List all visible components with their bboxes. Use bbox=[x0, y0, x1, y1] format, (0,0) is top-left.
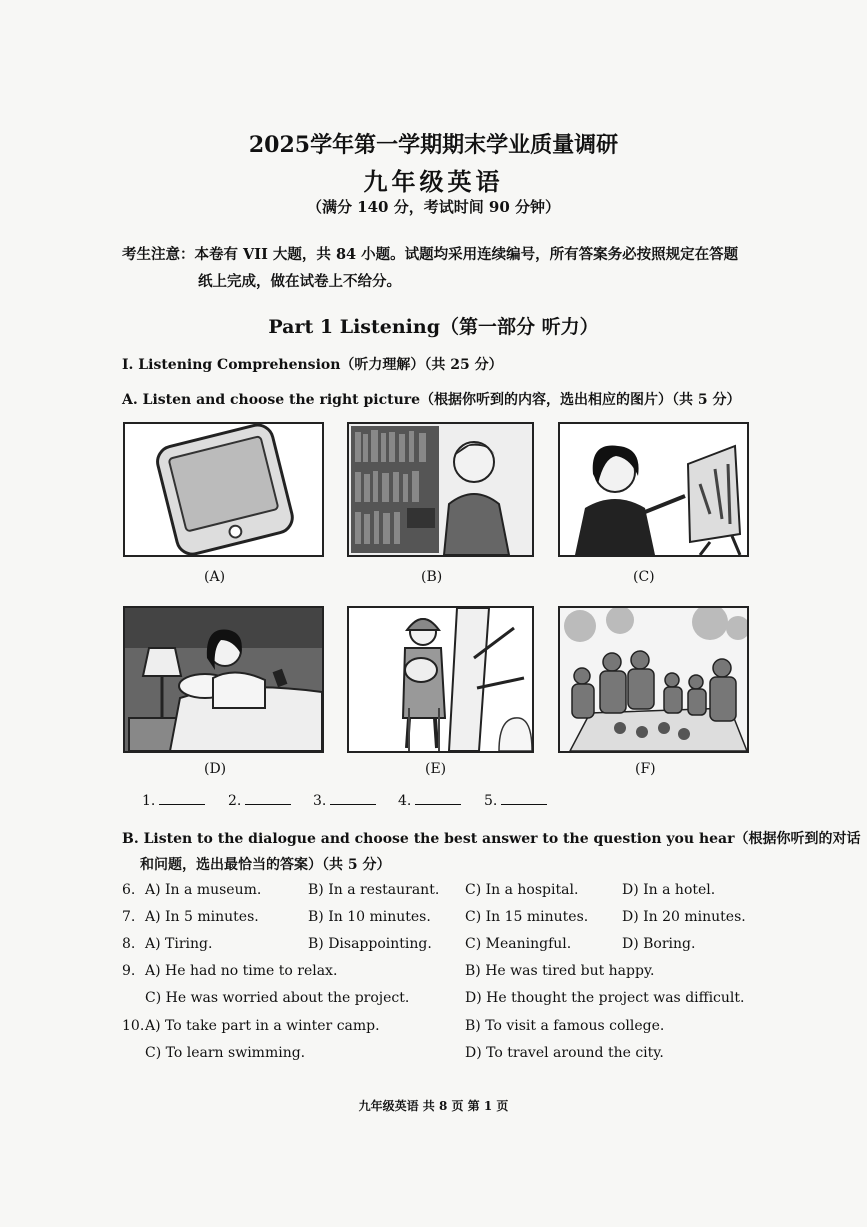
question-7-option-a[interactable]: A) In 5 minutes. bbox=[145, 909, 259, 925]
question-10-option-d[interactable]: D) To travel around the city. bbox=[465, 1045, 664, 1061]
question-9-option-c[interactable]: C) He was worried about the project. bbox=[145, 990, 410, 1006]
notice-line-2: 纸上完成，做在试卷上不给分。 bbox=[198, 273, 401, 290]
picture-a-label: (A) bbox=[204, 569, 226, 585]
question-6-option-b[interactable]: B) In a restaurant. bbox=[308, 882, 440, 898]
blank-number: 1. bbox=[142, 793, 156, 809]
question-9-option-d[interactable]: D) He thought the project was difficult. bbox=[465, 990, 745, 1006]
question-7-option-b[interactable]: B) In 10 minutes. bbox=[308, 909, 431, 925]
question-8-option-b[interactable]: B) Disappointing. bbox=[308, 936, 432, 952]
picture-d-label: (D) bbox=[204, 761, 227, 777]
answer-blank-5[interactable] bbox=[484, 792, 547, 809]
question-8-number: 8. bbox=[122, 936, 136, 952]
answer-blank-3[interactable] bbox=[313, 792, 376, 809]
picture-c bbox=[558, 422, 749, 557]
question-8-option-d[interactable]: D) Boring. bbox=[622, 936, 696, 952]
picture-e-label: (E) bbox=[425, 761, 447, 777]
question-6-option-d[interactable]: D) In a hotel. bbox=[622, 882, 716, 898]
section-b-title-line-1: B. Listen to the dialogue and choose the best answer to the question you hear（根据你听到的对话 bbox=[122, 831, 861, 847]
picture-d bbox=[123, 606, 324, 753]
section-i-title: I. Listening Comprehension（听力理解）（共 25 分） bbox=[122, 357, 503, 373]
family-picnic-icon bbox=[560, 608, 747, 751]
blank-number: 4. bbox=[398, 793, 412, 809]
answer-blank-2[interactable] bbox=[228, 792, 291, 809]
exam-subject: 九年级英语 bbox=[363, 167, 504, 196]
picture-a bbox=[123, 422, 324, 557]
blank-number: 2. bbox=[228, 793, 242, 809]
exam-info: （满分 140 分，考试时间 90 分钟） bbox=[306, 198, 561, 216]
section-b-title-line-2: 和问题，选出最恰当的答案）（共 5 分） bbox=[140, 857, 391, 873]
painter-easel-icon bbox=[560, 424, 747, 555]
question-9-number: 9. bbox=[122, 963, 136, 979]
part-1-title: Part 1 Listening（第一部分 听力） bbox=[268, 316, 599, 338]
question-10-option-a[interactable]: A) To take part in a winter camp. bbox=[145, 1018, 380, 1034]
question-8-option-a[interactable]: A) Tiring. bbox=[145, 936, 213, 952]
firefighter-rescue-cat-icon bbox=[349, 608, 532, 751]
answer-blank-4[interactable] bbox=[398, 792, 461, 809]
picture-c-label: (C) bbox=[633, 569, 655, 585]
blank-line bbox=[330, 792, 376, 805]
smartphone-icon bbox=[125, 424, 322, 555]
question-9-option-b[interactable]: B) He was tired but happy. bbox=[465, 963, 655, 979]
blank-line bbox=[159, 792, 205, 805]
blank-line bbox=[245, 792, 291, 805]
question-10-number: 10. bbox=[122, 1018, 145, 1034]
picture-f bbox=[558, 606, 749, 753]
answer-blank-1[interactable] bbox=[142, 792, 205, 809]
question-10-option-c[interactable]: C) To learn swimming. bbox=[145, 1045, 306, 1061]
picture-b bbox=[347, 422, 534, 557]
exam-title: 2025学年第一学期期末学业质量调研 bbox=[248, 132, 619, 158]
question-6-option-c[interactable]: C) In a hospital. bbox=[465, 882, 579, 898]
blank-line bbox=[501, 792, 547, 805]
notice-line-1: 考生注意：本卷有 VII 大题，共 84 小题。试题均采用连续编号，所有答案务必按照规定在答题 bbox=[122, 246, 739, 263]
blank-number: 3. bbox=[313, 793, 327, 809]
picture-b-label: (B) bbox=[421, 569, 443, 585]
library-reader-icon bbox=[349, 424, 532, 555]
question-8-option-c[interactable]: C) Meaningful. bbox=[465, 936, 572, 952]
page-footer: 九年级英语 共 8 页 第 1 页 bbox=[358, 1099, 509, 1113]
picture-e bbox=[347, 606, 534, 753]
section-a-title: A. Listen and choose the right picture（根据你听到的内容，选出相应的图片）（共 5 分） bbox=[122, 392, 741, 408]
question-10-option-b[interactable]: B) To visit a famous college. bbox=[465, 1018, 665, 1034]
woman-in-bed-phone-icon bbox=[125, 608, 322, 751]
question-7-option-d[interactable]: D) In 20 minutes. bbox=[622, 909, 746, 925]
blank-number: 5. bbox=[484, 793, 498, 809]
question-7-option-c[interactable]: C) In 15 minutes. bbox=[465, 909, 589, 925]
question-6-option-a[interactable]: A) In a museum. bbox=[145, 882, 262, 898]
question-6-number: 6. bbox=[122, 882, 136, 898]
picture-f-label: (F) bbox=[635, 761, 656, 777]
blank-line bbox=[415, 792, 461, 805]
question-9-option-a[interactable]: A) He had no time to relax. bbox=[145, 963, 338, 979]
question-7-number: 7. bbox=[122, 909, 136, 925]
